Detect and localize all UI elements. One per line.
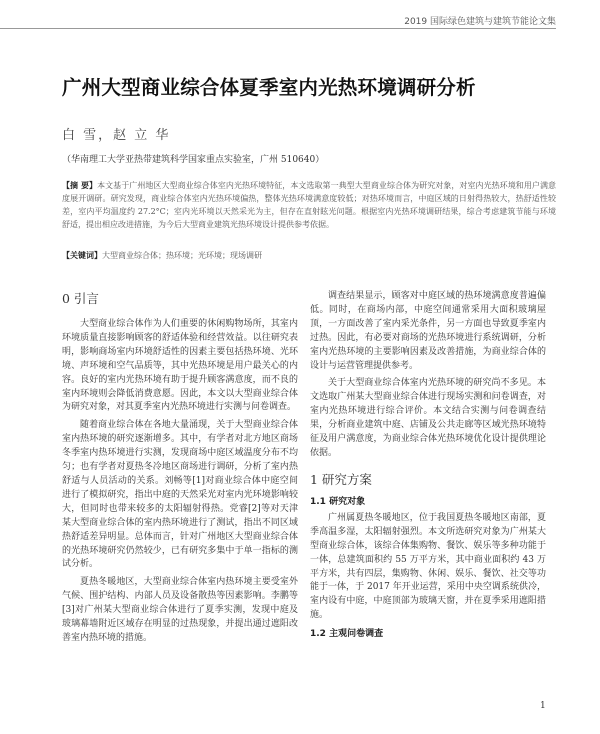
body-paragraph: 夏热冬暖地区，大型商业综合体室内热环境主要受室外气候、围护结构、内部人员及设备散热等因素影响。李鹏等[3]对广州某大型商业综合体进行了夏季实测，发现中庭及玻璃幕墙附近区域存在明显的过热现象，并提出通过遮阳改善室内热环境的措施。	[62, 577, 298, 643]
paper-title: 广州大型商业综合体夏季室内光热环境调研分析	[62, 76, 476, 99]
keywords	[62, 250, 556, 261]
subsection-heading-survey: 1.2 主观问卷调查	[310, 629, 384, 640]
keywords-text: 大型商业综合体；热环境；光环境；现场调研	[102, 251, 262, 260]
body-paragraph: 大型商业综合体作为人们重要的休闲购物场所，其室内环境质量直接影响顾客的舒适体验和经营效益。以往研究表明，影响商场室内环境舒适性的因素主要包括热环境、光环境、声环境和空气品质等，其中光热环境是用户最关心的内容。良好的室内光热环境有助于提升顾客满意度，而不良的室内环境则会降低消费意愿。因此，本文以大型商业综合体为研究对象，对其夏季室内光热环境进行实测与问卷调查。	[62, 319, 298, 413]
header-rule	[0, 28, 556, 29]
right-column	[310, 290, 546, 644]
left-column	[62, 290, 298, 646]
abstract	[62, 179, 556, 231]
section-heading-method: 1 研究方案	[310, 471, 372, 487]
keywords-label: 【关键词】	[62, 250, 102, 260]
affiliation: （华南理工大学亚热带建筑科学国家重点实验室，广州 510640）	[62, 155, 325, 165]
running-head: 2019 国际绿色建筑与建筑节能论文集	[404, 17, 556, 27]
abstract-label: 【摘 要】	[62, 180, 98, 190]
subsection-heading-object: 1.1 研究对象	[310, 496, 366, 507]
section-heading-introduction: 0 引言	[62, 291, 99, 306]
authors: 白 雪，赵 立 华	[62, 128, 171, 143]
body-paragraph: 广州属夏热冬暖地区，位于我国夏热冬暖地区南部，夏季高温多湿，太阳辐射强烈。本文所选研究对象为广州某大型商业综合体，该综合体集购物、餐饮、娱乐等多种功能于一体，总建筑面积约 55 万平方米，其中商业面积约 43 万平方米，共有四层，集购物、休闲、娱乐、餐饮、社交等功能于一体，于 2017 年开业运营，采用中央空调系统供冷，室内设有中庭，中庭顶部为玻璃天窗，并在夏季采用遮阳措施。	[310, 512, 546, 621]
abstract-text: 本文基于广州地区大型商业综合体室内光热环境特征，本文选取第一典型大型商业综合体为研究对象，对室内光热环境和用户满意度展开调研。研究发现，商业综合体室内光热环境偏热，整体光热环境满意度较低；对热环境而言，中庭区域的日射得热较大，热舒适性较差，室内平均温度约 27.2°C；室内光环境以天然采光为主，但存在直射眩光问题。根据室内光热环境调研结果，综合考虑建筑节能与环境舒适，提出相应改进措施，为今后大型商业建筑光热环境设计提供参考依据。	[62, 181, 556, 230]
body-paragraph: 关于大型商业综合体室内光热环境的研究尚不多见。本文选取广州某大型商业综合体进行现场实测和问卷调查，对室内光热环境进行综合评价。本文结合实测与问卷调查结果，分析商业建筑中庭、店铺及公共走廊等区域光热环境特征及用户满意度，为商业综合体光热环境优化设计提供理论依据。	[310, 378, 546, 458]
body-paragraph: 调查结果显示，顾客对中庭区域的热环境满意度普遍偏低。同时，在商场内部，中庭空间通常采用大面积玻璃屋顶，一方面改善了室内采光条件，另一方面也导致夏季室内过热。因此，有必要对商场的光热环境进行系统调研，分析室内光热环境的主要影响因素及改善措施，为商业综合体的设计与运营管理提供参考。	[310, 291, 546, 371]
body-paragraph: 随着商业综合体在各地大量涌现，关于大型商业综合体室内热环境的研究逐渐增多。其中，有学者对北方地区商场冬季室内热环境进行实测，发现商场中庭区域温度分布不均匀；也有学者对夏热冬冷地区商场进行调研，分析了室内热舒适与人员活动的关系。刘畅等[1]对商业综合体中庭空间进行了模拟研究，指出中庭的天然采光对室内光环境影响较大，但同时也带来较多的太阳辐射得热。党睿[2]等对天津某大型商业综合体的室内热环境进行了测试，指出不同区域热舒适差异明显。总体而言，针对广州地区大型商业综合体的光热环境研究仍然较少，已有研究多集中于单一指标的测试分析。	[62, 420, 298, 570]
page-number: 1	[540, 701, 546, 711]
